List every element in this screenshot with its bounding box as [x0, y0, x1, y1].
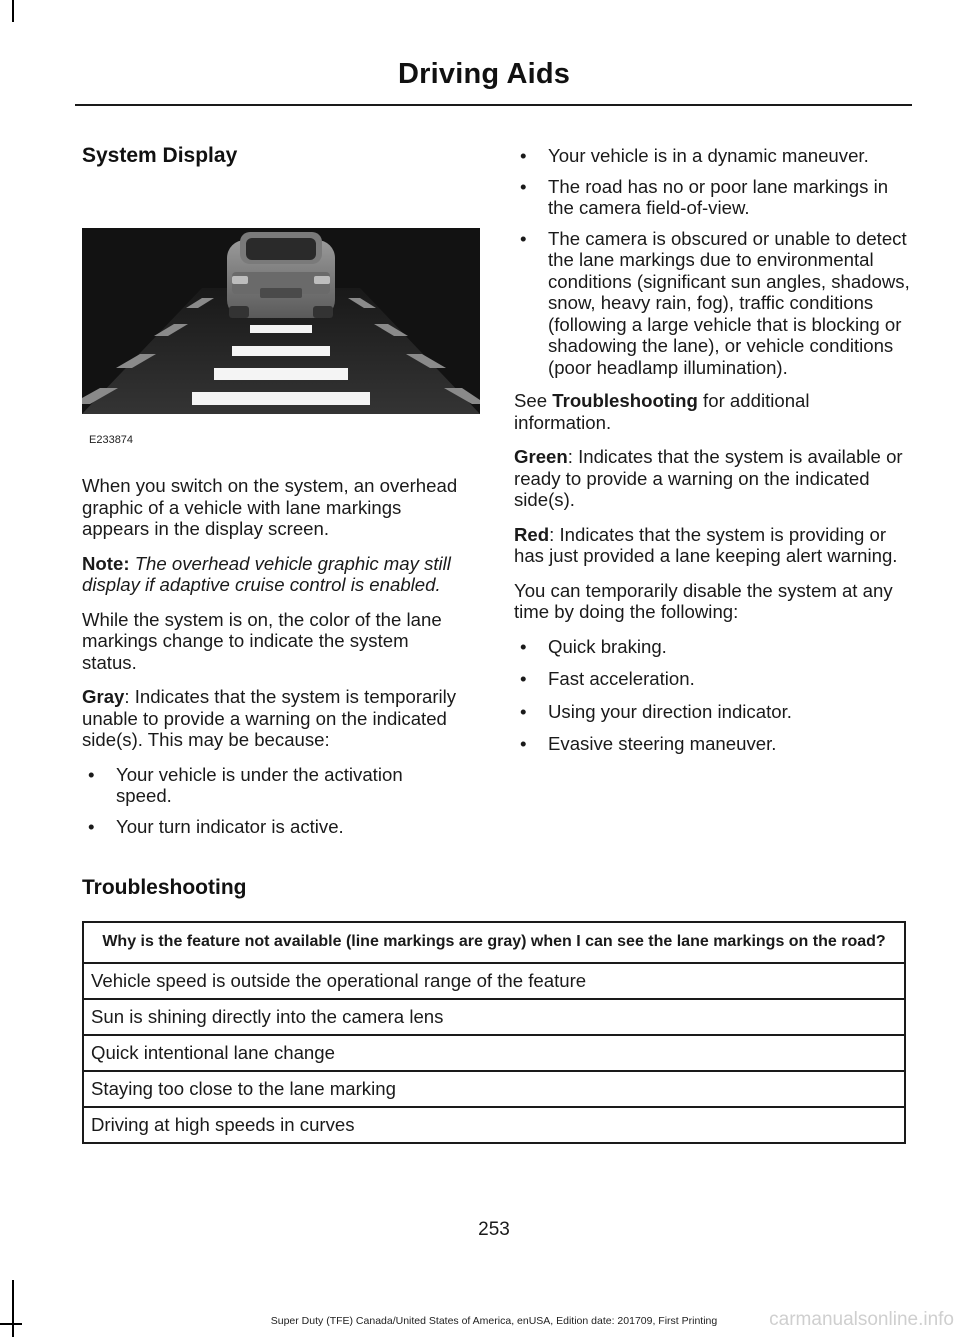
table-cell: Staying too close to the lane marking [83, 1071, 905, 1107]
lane-keeping-display-figure [82, 228, 480, 414]
red-label: Red [514, 523, 550, 545]
red-paragraph: Red: Indicates that the system is providing or has just provided a lane keeping alert warning. [514, 523, 898, 566]
list-item: • Your turn indicator is active. [88, 815, 344, 837]
page-header-title: Driving Aids [398, 58, 571, 90]
list-item: • Fast acceleration. [520, 668, 695, 689]
table-row [83, 999, 905, 1035]
list-item: • Quick braking. [520, 635, 667, 657]
page-number: 253 [478, 1219, 510, 1240]
overhead-vehicle-graphic [82, 228, 480, 414]
gray-reasons-list-continued [514, 145, 910, 378]
table-header: Why is the feature not available (line markings are gray) when I can see the lane markings on the road? [83, 922, 905, 963]
table-cell: Quick intentional lane change [83, 1035, 905, 1071]
green-label: Green [514, 446, 568, 467]
disable-methods-list [514, 636, 910, 755]
table-cell: Driving at high speeds in curves [83, 1107, 905, 1143]
list-item: • The road has no or poor lane markings in the camera field-of-view. [520, 175, 889, 218]
crop-mark-top-left [12, 0, 14, 22]
table-row [83, 1071, 905, 1107]
list-item: • The camera is obscured or unable to detect the lane markings due to environmental conditions (significant sun angles, shadows, snow, heavy rain, fog), traffic conditions (following a large vehicle that is blocking or shadowing the lane), or vehicle conditions (poor headlamp illumination). [520, 227, 910, 378]
table-row [83, 963, 905, 999]
gray-paragraph [82, 686, 460, 751]
table-row [83, 1035, 905, 1071]
intro-paragraph: When you switch on the system, an overhead graphic of a vehicle with lane markings appears in the display screen. [82, 475, 458, 539]
table-cell: Sun is shining directly into the camera lens [83, 999, 905, 1035]
disable-intro-paragraph: You can temporarily disable the system at any time by doing the following: [514, 579, 893, 622]
troubleshooting-heading: Troubleshooting [82, 876, 247, 899]
see-troubleshooting-paragraph: See Troubleshooting for additional information. [514, 390, 810, 433]
header-rule [75, 104, 912, 106]
note-label: Note: [82, 552, 130, 574]
figure-id: E233874 [89, 433, 134, 446]
list-item: • Your vehicle is under the activation speed. [88, 763, 403, 806]
color-intro-paragraph: While the system is on, the color of the lane markings change to indicate the system status. [82, 608, 442, 673]
gray-label: Gray [82, 686, 125, 707]
troubleshooting-reference: Troubleshooting [552, 390, 698, 411]
table-cell: Vehicle speed is outside the operational range of the feature [83, 963, 905, 999]
note-text: The overhead vehicle graphic may still display if adaptive cruise control is enabled. [82, 552, 451, 595]
gray-text: : Indicates that the system is temporarily unable to provide a warning on the indicated side(s). This may be because: [82, 686, 457, 750]
footer-edition-info: Super Duty (TFE) Canada/United States of America, enUSA, Edition date: 201709, First Printing [270, 1315, 718, 1327]
section-title: System Display [82, 144, 238, 167]
watermark: carmanualsonline.info [769, 1309, 954, 1330]
list-item: • Using your direction indicator. [520, 700, 792, 722]
list-item: • Evasive steering maneuver. [520, 733, 777, 754]
green-paragraph: Green: Indicates that the system is available or ready to provide a warning on the indicated side(s). [514, 446, 903, 510]
list-item: • Your vehicle is in a dynamic maneuver. [520, 145, 869, 166]
right-column [514, 145, 910, 767]
gray-reasons-list [82, 764, 460, 838]
crop-mark-bottom-left [12, 1280, 14, 1337]
troubleshooting-table [82, 921, 906, 1144]
table-row [83, 1107, 905, 1143]
note-paragraph [82, 553, 460, 596]
left-column [82, 145, 460, 849]
